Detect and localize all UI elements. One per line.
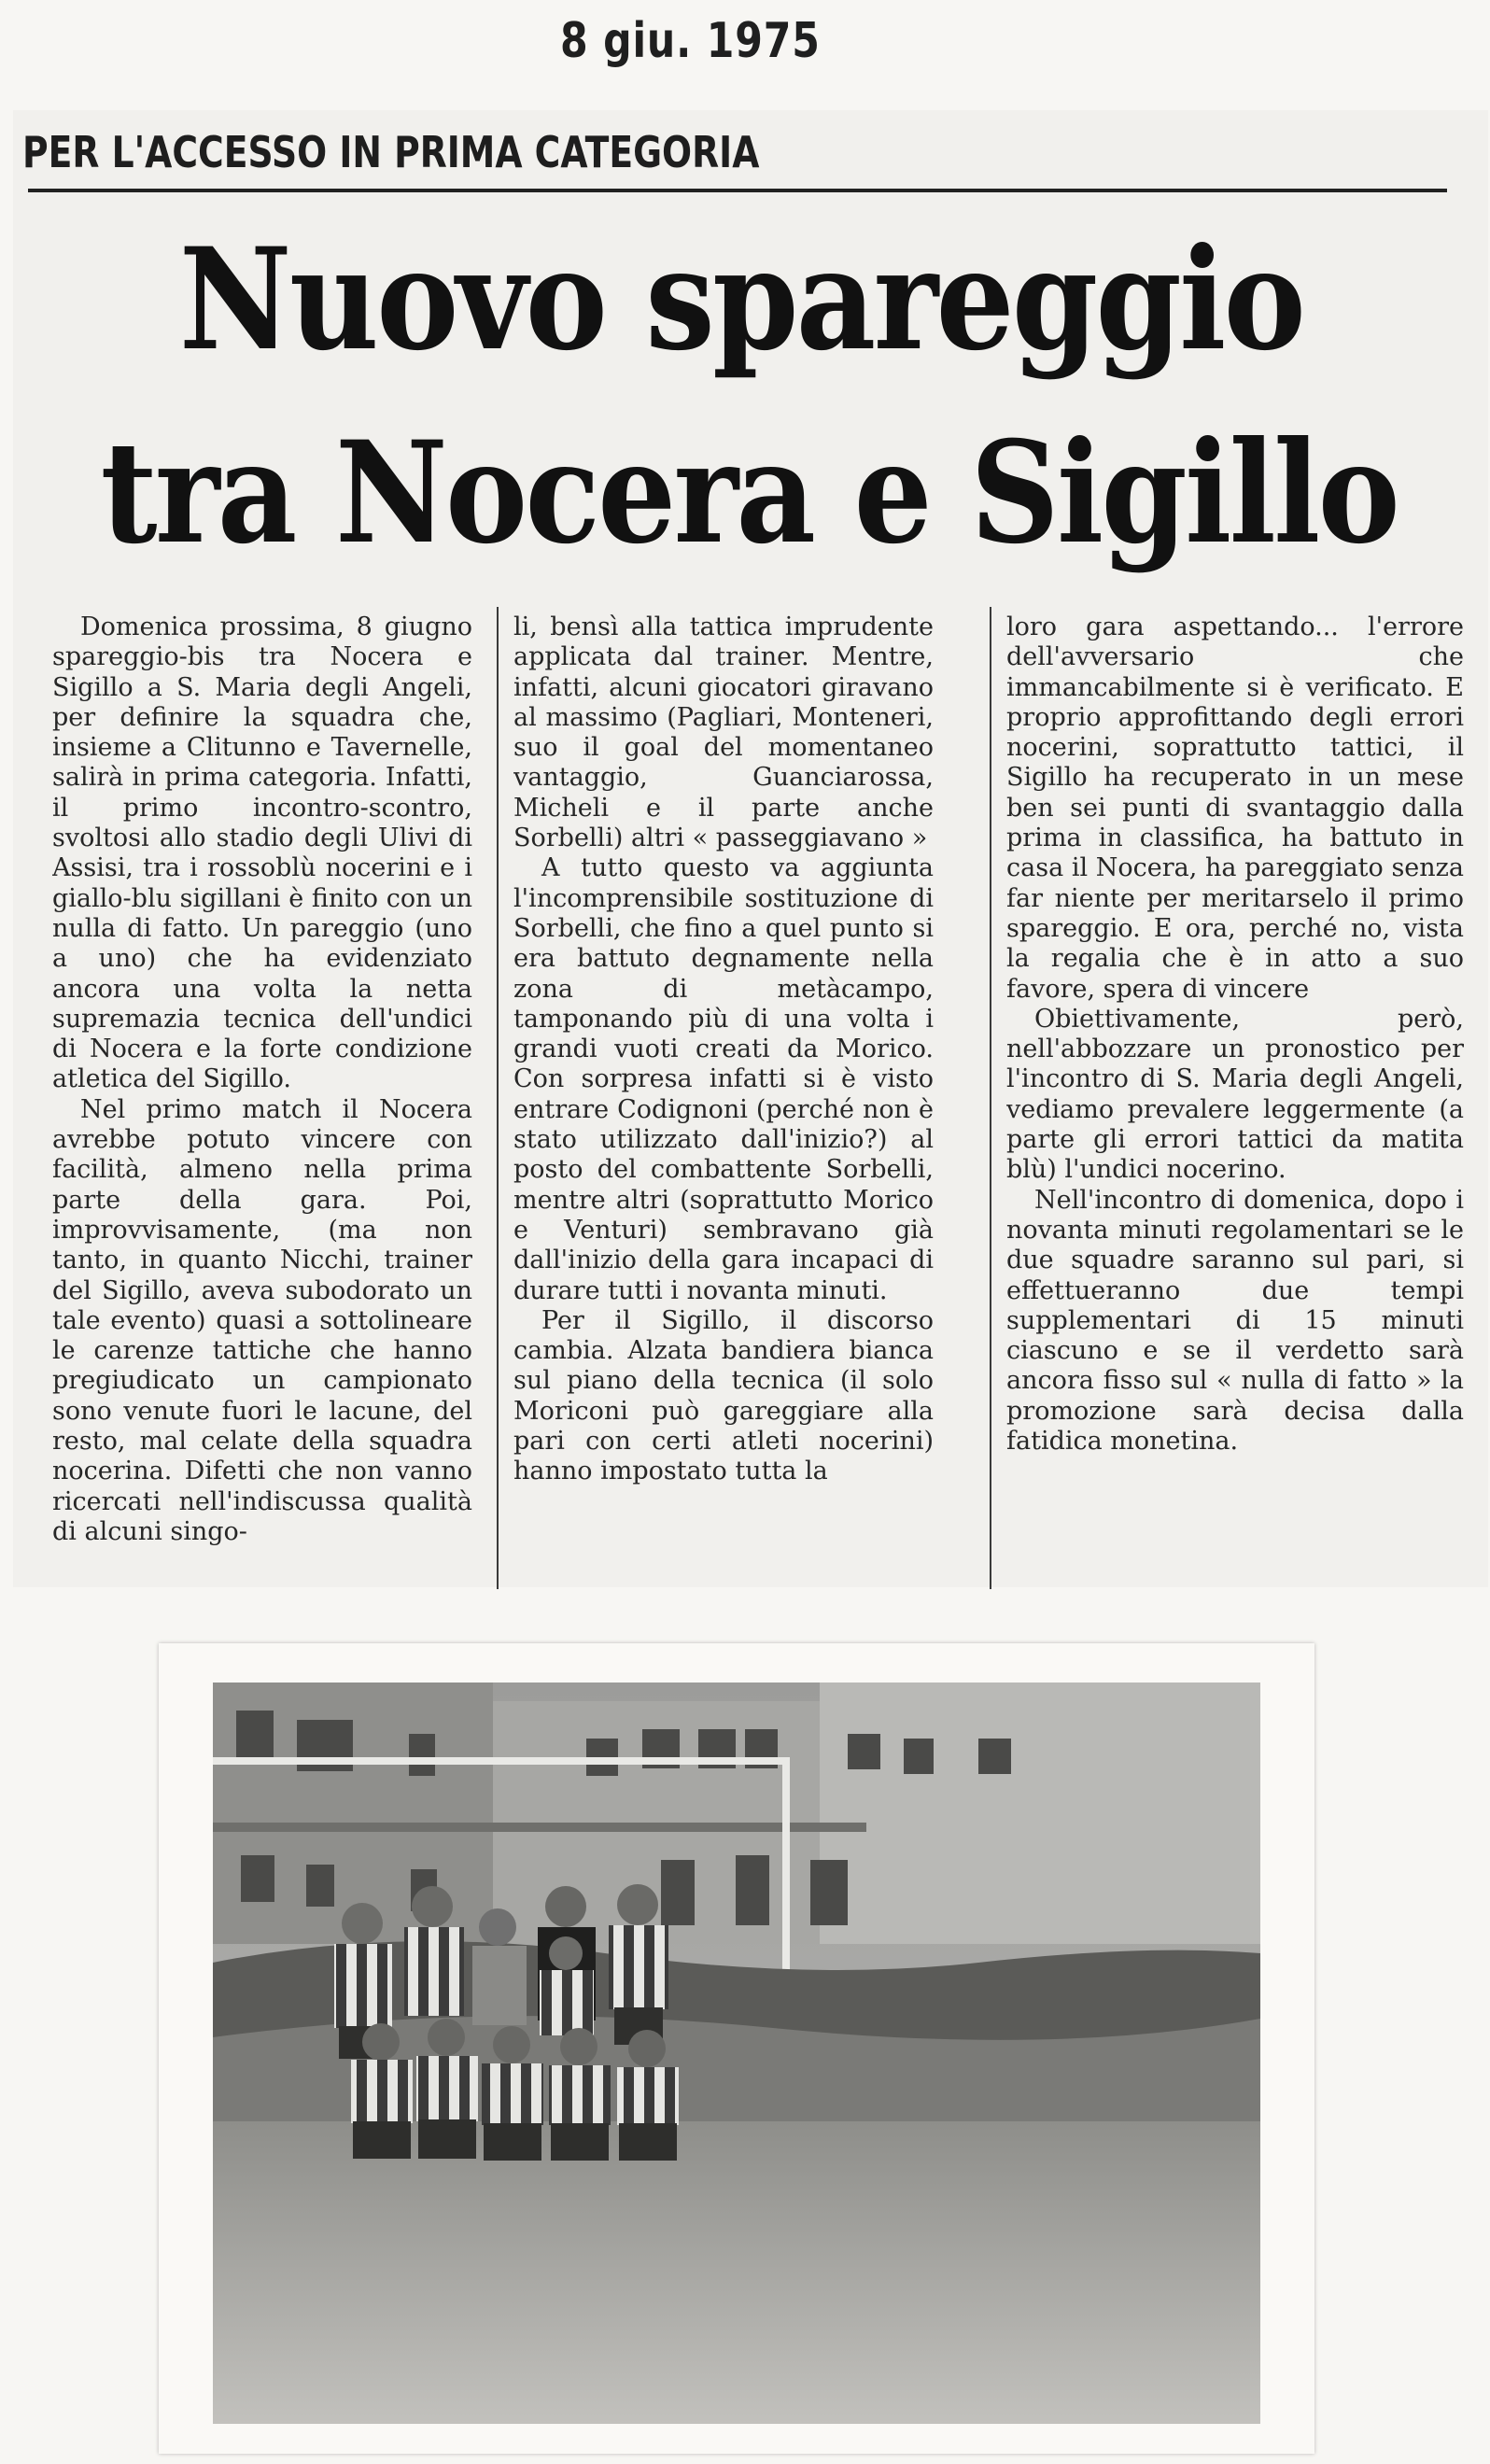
kicker-rule: [28, 189, 1447, 192]
date-stamp: 8 giu. 1975: [560, 13, 821, 69]
paragraph: loro gara aspettando... l'errore dell'avversario che immancabilmente si è verificato. E proprio approfittando degli errori nocerini, soprattutto tattici, il Sigillo ha recuperato in un mese ben sei punti di svantaggio dalla prima in classifica, ha battuto in casa il Nocera, ha pareggiato senza far niente per meritarselo il primo spareggio. E ora, perché no, vista la regalia che è in atto a suo favore, spera di vincere: [1006, 612, 1464, 1004]
team-photo: [159, 1643, 1314, 2454]
paragraph: Domenica prossima, 8 giugno spareggio-bis tra Nocera e Sigillo a S. Maria degli Angeli, per definire la squadra che, insieme a Clitunno e Tavernelle, salirà in prima categoria. Infatti, il primo incontro-scontro, svoltosi allo stadio degli Ulivi di Assisi, tra i rossoblù nocerini e i giallo-blu sigillani è finito con un nulla di fatto. Un pareggio (uno a uno) che ha evidenziato ancora una volta la netta supremazia tecnica dell'undici di Nocera e la forte condizione atletica del Sigillo.: [52, 612, 472, 1094]
paragraph: A tutto questo va aggiunta l'incomprensibile sostituzione di Sorbelli, che fino a quel punto si era battuto degnamente nella zona di metàcampo, tamponando più di una volta i grandi vuoti creati da Morico. Con sorpresa infatti si è visto entrare Codignoni (perché non è stato utilizzato dall'inizio?) al posto del combattente Sorbelli, mentre altri (soprattutto Morico e Venturi) sembravano già dall'inizio della gara incapaci di durare tutti i novanta minuti.: [513, 853, 934, 1305]
column-rule: [990, 607, 991, 1589]
newspaper-clipping: [13, 110, 1488, 1587]
article-column-2: [513, 612, 934, 1584]
paragraph: Nel primo match il Nocera avrebbe potuto vincere con facilità, almeno nella prima parte della gara. Poi, improvvisamente, (ma non tanto, in quanto Nicchi, trainer del Sigillo, aveva subodorato un tale evento) quasi a sottolineare le carenze tattiche che hanno pregiudicato un campionato sono venute fuori le lacune, del resto, mal celate della squadra nocerina. Difetti che non vanno ricercati nell'indiscussa qualità di alcuni singo-: [52, 1094, 472, 1546]
paragraph: Nell'incontro di domenica, dopo i novanta minuti regolamentari se le due squadre saranno sul pari, si effettueranno due tempi supplementari di 15 minuti ciascuno e se il verdetto sarà ancora fisso sul « nulla di fatto » la promozione sarà decisa dalla fatidica monetina.: [1006, 1185, 1464, 1457]
paragraph: Obiettivamente, però, nell'abbozzare un pronostico per l'incontro di S. Maria degli Angeli, vediamo prevalere leggermente (a parte gli errori tattici da matita blù) l'undici nocerino.: [1006, 1004, 1464, 1185]
team-photo-image: [213, 1683, 1260, 2424]
article-column-3: [1006, 612, 1464, 1584]
headline-line-2: tra Nocera e Sigillo: [100, 411, 1399, 575]
paragraph: Per il Sigillo, il discorso cambia. Alzata bandiera bianca sul piano della tecnica (il solo Moriconi può gareggiare alla pari con certi atleti nocerini) hanno impostato tutta la: [513, 1305, 934, 1486]
column-rule: [497, 607, 499, 1589]
article-column-1: [52, 612, 472, 1584]
kicker: PER L'ACCESSO IN PRIMA CATEGORIA: [22, 127, 760, 177]
paragraph: li, bensì alla tattica imprudente applicata dal trainer. Mentre, infatti, alcuni giocatori giravano al massimo (Pagliari, Monteneri, suo il goal del momentaneo vantaggio, Guanciarossa, Micheli e il parte anche Sorbelli) altri « passeggiavano »: [513, 612, 934, 853]
headline-line-1: Nuovo spareggio: [178, 218, 1304, 382]
